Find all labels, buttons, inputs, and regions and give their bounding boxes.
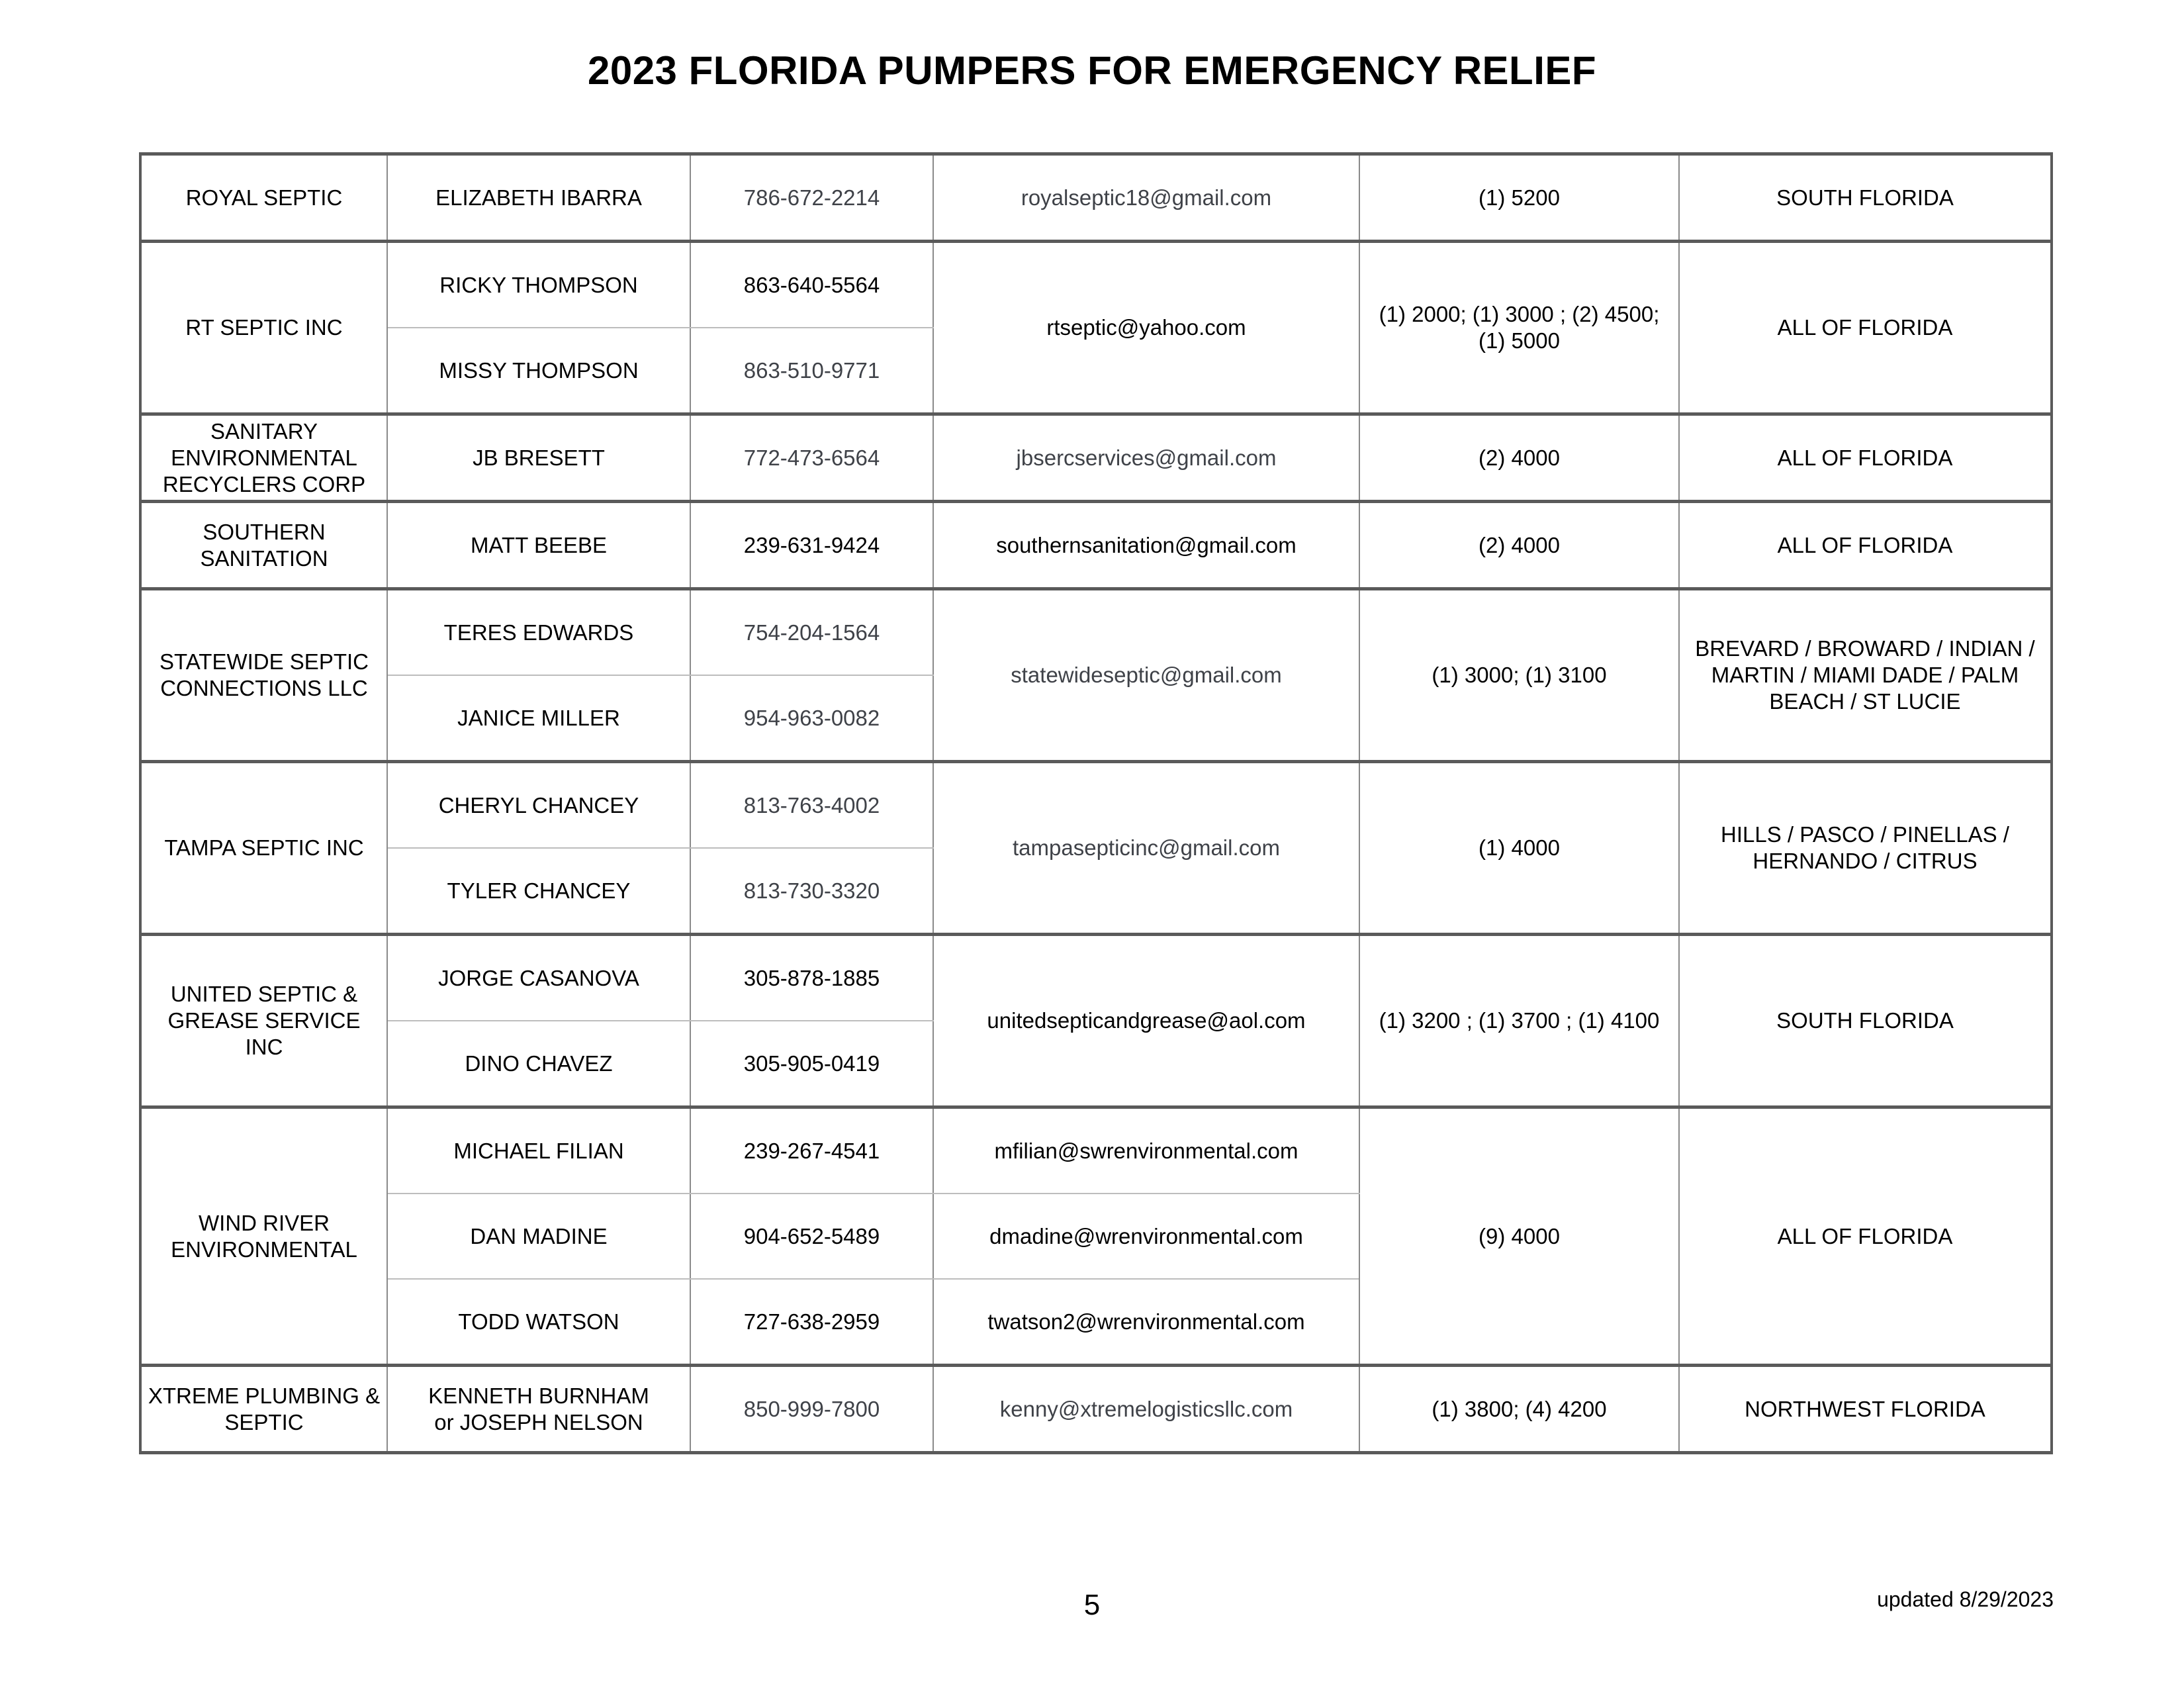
- contact-email[interactable]: kenny@xtremelogisticsllc.com: [933, 1366, 1359, 1453]
- contact-email[interactable]: dmadine@wrenvironmental.com: [933, 1194, 1359, 1279]
- table-row: [140, 242, 2052, 328]
- contact-phone[interactable]: 239-267-4541: [690, 1107, 933, 1194]
- contact-name: ELIZABETH IBARRA: [387, 154, 690, 242]
- contact-phone[interactable]: 904-652-5489: [690, 1194, 933, 1279]
- contact-name: MISSY THOMPSON: [387, 328, 690, 414]
- service-area: BREVARD / BROWARD / INDIAN / MARTIN / MIAMI DADE / PALM BEACH / ST LUCIE: [1679, 589, 2052, 762]
- page-title: 2023 FLORIDA PUMPERS FOR EMERGENCY RELIEF: [587, 48, 1597, 93]
- table-row: [140, 414, 2052, 502]
- contact-email[interactable]: rtseptic@yahoo.com: [933, 242, 1359, 414]
- contact-phone[interactable]: 754-204-1564: [690, 589, 933, 676]
- table-row: [140, 589, 2052, 676]
- company-name: SOUTHERN SANITATION: [140, 502, 387, 589]
- table-row: [140, 1107, 2052, 1194]
- table-row: [140, 502, 2052, 589]
- contact-email[interactable]: mfilian@swrenvironmental.com: [933, 1107, 1359, 1194]
- contact-phone[interactable]: 239-631-9424: [690, 502, 933, 589]
- contact-phone[interactable]: 813-730-3320: [690, 848, 933, 935]
- contact-name: DINO CHAVEZ: [387, 1021, 690, 1107]
- contact-phone[interactable]: 863-510-9771: [690, 328, 933, 414]
- contact-email[interactable]: statewideseptic@gmail.com: [933, 589, 1359, 762]
- contact-name: MICHAEL FILIAN: [387, 1107, 690, 1194]
- service-area: ALL OF FLORIDA: [1679, 502, 2052, 589]
- service-area: ALL OF FLORIDA: [1679, 242, 2052, 414]
- truck-capacity: (1) 3200 ; (1) 3700 ; (1) 4100: [1359, 935, 1679, 1107]
- contact-phone[interactable]: 954-963-0082: [690, 675, 933, 762]
- service-area: SOUTH FLORIDA: [1679, 154, 2052, 242]
- contact-phone[interactable]: 772-473-6564: [690, 414, 933, 502]
- service-area: ALL OF FLORIDA: [1679, 1107, 2052, 1366]
- contact-phone[interactable]: 850-999-7800: [690, 1366, 933, 1453]
- contact-name: MATT BEEBE: [387, 502, 690, 589]
- contact-email[interactable]: tampasepticinc@gmail.com: [933, 762, 1359, 935]
- truck-capacity: (1) 2000; (1) 3000 ; (2) 4500; (1) 5000: [1359, 242, 1679, 414]
- truck-capacity: (1) 3000; (1) 3100: [1359, 589, 1679, 762]
- updated-date: updated 8/29/2023: [1877, 1587, 2054, 1611]
- truck-capacity: (1) 4000: [1359, 762, 1679, 935]
- table-row: [140, 1366, 2052, 1453]
- contact-name: TYLER CHANCEY: [387, 848, 690, 935]
- table-row: [140, 935, 2052, 1021]
- contact-email[interactable]: southernsanitation@gmail.com: [933, 502, 1359, 589]
- contact-phone[interactable]: 813-763-4002: [690, 762, 933, 849]
- truck-capacity: (9) 4000: [1359, 1107, 1679, 1366]
- contact-email[interactable]: unitedsepticandgrease@aol.com: [933, 935, 1359, 1107]
- service-area: NORTHWEST FLORIDA: [1679, 1366, 2052, 1453]
- contact-phone[interactable]: 786-672-2214: [690, 154, 933, 242]
- contact-name: JANICE MILLER: [387, 675, 690, 762]
- truck-capacity: (2) 4000: [1359, 414, 1679, 502]
- contact-phone[interactable]: 727-638-2959: [690, 1279, 933, 1366]
- contact-phone[interactable]: 305-878-1885: [690, 935, 933, 1021]
- truck-capacity: (2) 4000: [1359, 502, 1679, 589]
- contact-phone[interactable]: 863-640-5564: [690, 242, 933, 328]
- table-row: [140, 154, 2052, 242]
- contact-name: JORGE CASANOVA: [387, 935, 690, 1021]
- company-name: ROYAL SEPTIC: [140, 154, 387, 242]
- truck-capacity: (1) 3800; (4) 4200: [1359, 1366, 1679, 1453]
- contact-name: RICKY THOMPSON: [387, 242, 690, 328]
- page-number: 5: [1083, 1589, 1101, 1621]
- company-name: WIND RIVER ENVIRONMENTAL: [140, 1107, 387, 1366]
- contact-phone[interactable]: 305-905-0419: [690, 1021, 933, 1107]
- contact-name: TERES EDWARDS: [387, 589, 690, 676]
- service-area: ALL OF FLORIDA: [1679, 414, 2052, 502]
- contact-name: TODD WATSON: [387, 1279, 690, 1366]
- truck-capacity: (1) 5200: [1359, 154, 1679, 242]
- company-name: RT SEPTIC INC: [140, 242, 387, 414]
- company-name: STATEWIDE SEPTIC CONNECTIONS LLC: [140, 589, 387, 762]
- company-name: XTREME PLUMBING & SEPTIC: [140, 1366, 387, 1453]
- contact-name: JB BRESETT: [387, 414, 690, 502]
- service-area: HILLS / PASCO / PINELLAS / HERNANDO / CITRUS: [1679, 762, 2052, 935]
- contact-name: KENNETH BURNHAM or JOSEPH NELSON: [387, 1366, 690, 1453]
- pumpers-table: [139, 152, 2053, 1454]
- contact-name: CHERYL CHANCEY: [387, 762, 690, 849]
- service-area: SOUTH FLORIDA: [1679, 935, 2052, 1107]
- contact-email[interactable]: jbsercservices@gmail.com: [933, 414, 1359, 502]
- company-name: UNITED SEPTIC & GREASE SERVICE INC: [140, 935, 387, 1107]
- company-name: SANITARY ENVIRONMENTAL RECYCLERS CORP: [140, 414, 387, 502]
- contact-email[interactable]: twatson2@wrenvironmental.com: [933, 1279, 1359, 1366]
- table-row: [140, 762, 2052, 849]
- company-name: TAMPA SEPTIC INC: [140, 762, 387, 935]
- contact-email[interactable]: royalseptic18@gmail.com: [933, 154, 1359, 242]
- contact-name: DAN MADINE: [387, 1194, 690, 1279]
